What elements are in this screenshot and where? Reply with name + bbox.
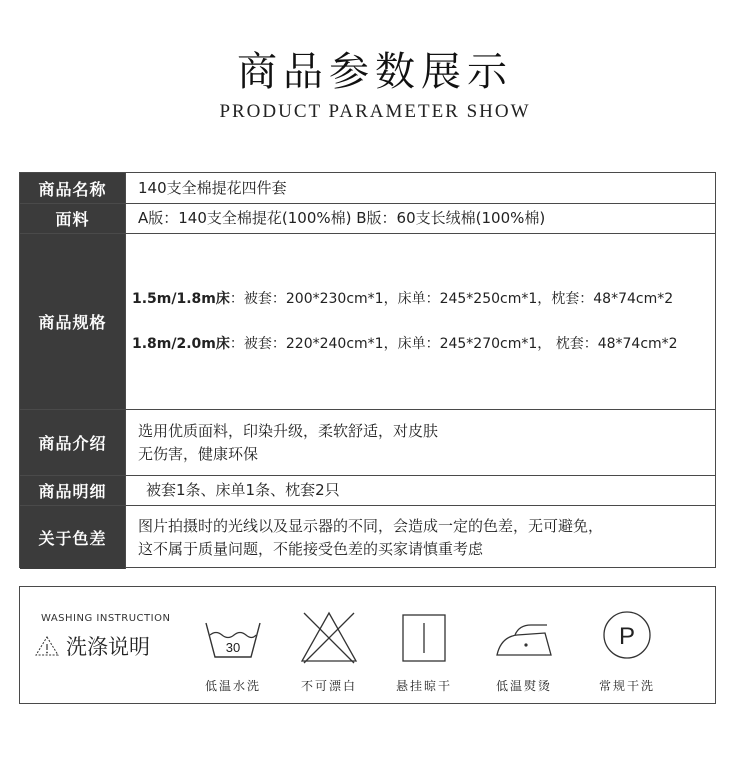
washing-panel [19, 586, 716, 704]
washing-title-en: WASHING INSTRUCTION [41, 613, 171, 624]
page-subtitle: PRODUCT PARAMETER SHOW [219, 101, 531, 122]
spec-size-detail: ：被套：220*240cm*1，床单：245*270cm*1， 枕套：48*74cm*2 [229, 335, 678, 352]
spec-row-fabric [20, 204, 715, 234]
warning-icon [34, 635, 60, 657]
wash-item-no-bleach [284, 609, 374, 694]
spec-value-line: 无伤害，健康环保 [138, 444, 259, 463]
low-temp-wash-icon [198, 609, 268, 665]
spec-value-line: 图片拍摄时的光线以及显示器的不同，会造成一定的色差，无可避免， [138, 516, 604, 535]
wash-caption: 常规干洗 [598, 679, 655, 693]
spec-row-color [20, 506, 715, 569]
spec-table [19, 172, 716, 568]
dry-clean-symbol: P [618, 623, 636, 650]
spec-value [126, 234, 715, 409]
wash-caption: 低温水洗 [204, 679, 261, 693]
page-title: 商品参数展示 [237, 49, 513, 95]
spec-label: 面料 [20, 204, 126, 233]
spec-size-line [132, 288, 715, 311]
spec-row-detail [20, 476, 715, 506]
spec-value-line: 这不属于质量问题，不能接受色差的买家请慎重考虑 [138, 539, 484, 558]
spec-size-line [132, 333, 715, 356]
no-bleach-icon [294, 609, 364, 665]
spec-value [126, 204, 715, 233]
spec-row-intro [20, 410, 715, 476]
washing-title-zh: 洗涤说明 [66, 635, 150, 659]
spec-value-line: 被套1条、床单1条、枕套2只 [146, 481, 340, 499]
dry-clean-icon [592, 609, 662, 665]
spec-value [126, 476, 715, 505]
spec-value [126, 173, 715, 203]
wash-item-low-temp-wash [188, 609, 278, 694]
spec-size-detail: ：被套：200*230cm*1，床单：245*250cm*1，枕套：48*74cm*2 [229, 290, 674, 307]
spec-label: 商品明细 [20, 476, 126, 505]
spec-value [126, 410, 715, 475]
spec-value-line: A版：140支全棉提花(100%棉) B版：60支长绒棉(100%棉) [138, 209, 546, 227]
spec-row-name [20, 173, 715, 204]
spec-value-line: 140支全棉提花四件套 [138, 178, 287, 197]
spec-label: 商品名称 [20, 173, 126, 203]
low-temp-iron-icon [489, 609, 559, 665]
spec-value-line: 选用优质面料，印染升级，柔软舒适，对皮肤 [138, 421, 439, 440]
spec-label: 商品规格 [20, 234, 126, 409]
wash-temp: 30 [225, 640, 241, 655]
spec-size-bed: 1.5m/1.8m床 [132, 290, 230, 307]
wash-caption: 低温熨烫 [495, 679, 552, 693]
wash-caption: 不可漂白 [300, 679, 357, 693]
washing-title [34, 631, 150, 661]
spec-size-bed: 1.8m/2.0m床 [132, 335, 230, 352]
hang-dry-icon [389, 609, 459, 665]
wash-item-low-temp-iron [479, 609, 569, 694]
spec-value [126, 506, 715, 569]
wash-item-dry-clean [582, 609, 672, 694]
wash-item-hang-dry [379, 609, 469, 694]
wash-caption: 悬挂晾干 [395, 679, 452, 693]
spec-label: 商品介绍 [20, 410, 126, 475]
spec-label: 关于色差 [20, 506, 126, 569]
spec-row-size [20, 234, 715, 410]
